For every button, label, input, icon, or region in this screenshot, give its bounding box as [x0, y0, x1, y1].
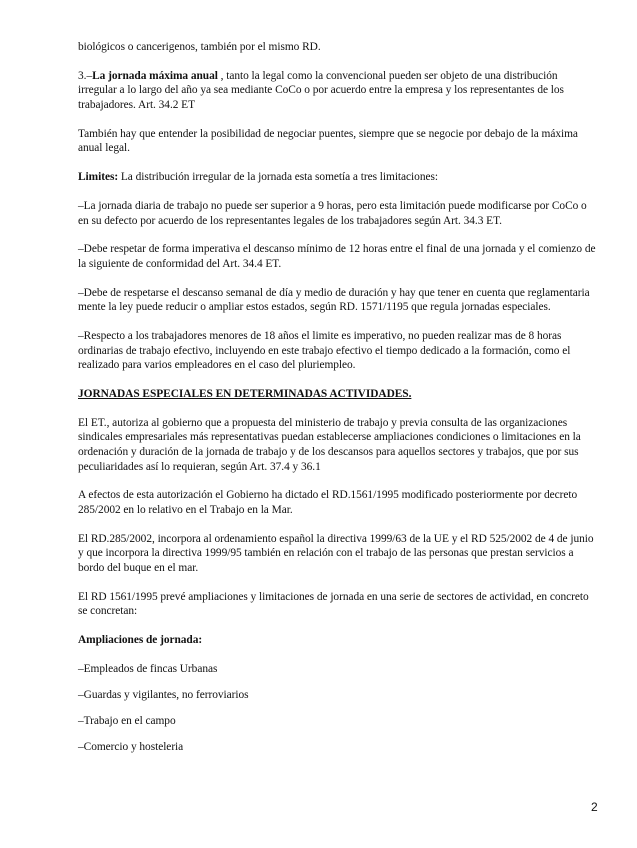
paragraph-puentes: También hay que entender la posibilidad de negociar puentes, siempre que se negocie por debajo de la máxima anual legal. — [78, 127, 578, 155]
paragraph-rd-1561: A efectos de esta autorización el Gobierno ha dictado el RD.1561/1995 modificado posteriormente por decreto 285/2002 en lo relativo en el Trabajo en la Mar. — [78, 489, 578, 516]
item-number: 3.– — [78, 69, 93, 82]
bold-subheading: Ampliaciones de jornada: — [78, 634, 203, 647]
list-item: –Comercio y hosteleria — [78, 741, 184, 754]
paragraph-text: , tanto la legal como la convencional pueden ser objeto de una distribución irregular a lo largo del año ya sea mediante CoCo o por acuerdo entre la empresa y los representantes de los trabajadores. Art. 34.2 ET — [78, 69, 564, 111]
section-heading: JORNADAS ESPECIALES EN DETERMINADAS ACTIVIDADES. — [78, 388, 412, 400]
paragraph-continuation: biológicos o cancerigenos, también por el mismo RD. — [78, 41, 321, 53]
list-item: –Trabajo en el campo — [78, 715, 176, 728]
paragraph-limit-2: –Debe respetar de forma imperativa el descanso mínimo de 12 horas entre el final de una jornada y el comienzo de la siguiente de conformidad del Art. 34.4 ET. — [78, 243, 596, 270]
document-body — [78, 40, 598, 767]
paragraph-limit-1: –La jornada diaria de trabajo no puede ser superior a 9 horas, pero esta limitación puede modificarse por CoCo o en su defecto por acuerdo de los representantes legales de los trabajadores según Art. 34.3 ET. — [78, 199, 587, 227]
bold-term: La jornada máxima anual — [92, 69, 218, 82]
subheading-ampliaciones — [78, 633, 598, 648]
paragraph-limit-4: –Respecto a los trabajadores menores de 18 años el limite es imperativo, no pueden realizar mas de 8 horas ordinarias de trabajo efectivo, incluyendo en este trabajo efectivo el tiempo dedicado a la formación, como el realizado para varios empleadores en el caso del pluriempleo. — [78, 330, 571, 372]
list-item: –Empleados de fincas Urbanas — [78, 662, 218, 675]
paragraph-sectores: El RD 1561/1995 prevé ampliaciones y limitaciones de jornada en una serie de sectores de actividad, en concreto se concretan: — [78, 590, 589, 618]
paragraph-jornada-maxima — [78, 69, 598, 113]
paragraph-limites — [78, 170, 598, 185]
list-item: –Guardas y vigilantes, no ferroviarios — [78, 689, 249, 702]
paragraph-limit-3: –Debe de respetarse el descanso semanal de día y medio de duración y hay que tener en cuenta que reglamentaria mente la ley puede reducir o ampliar estos estados, según RD. 1571/1195 que regula jornadas especiales. — [78, 286, 590, 314]
page-number: 2 — [591, 800, 598, 814]
paragraph-text: La distribución irregular de la jornada esta sometía a tres limitaciones: — [118, 171, 438, 184]
paragraph-rd-285: El RD.285/2002, incorpora al ordenamiento español la directiva 1999/63 de la UE y el RD 525/2002 de 4 de junio y que incorpora la directiva 1999/95 también en relación con el trabajo de las personas que prestan servicios a bordo del buque en el mar. — [78, 532, 594, 574]
paragraph-et-autoriza: El ET., autoriza al gobierno que a propuesta del ministerio de trabajo y previa consulta de las organizaciones sindicales empresariales más representativas puedan establecerse ampliaciones condiciones o limitaciones en la ordenación y duración de la jornada de trabajo y de los descansos para aquellos sectores y trabajos, que por sus peculiaridades así lo requieran, según Art. 37.4 y 36.1 — [78, 416, 581, 473]
bold-term: Limites: — [78, 171, 119, 184]
